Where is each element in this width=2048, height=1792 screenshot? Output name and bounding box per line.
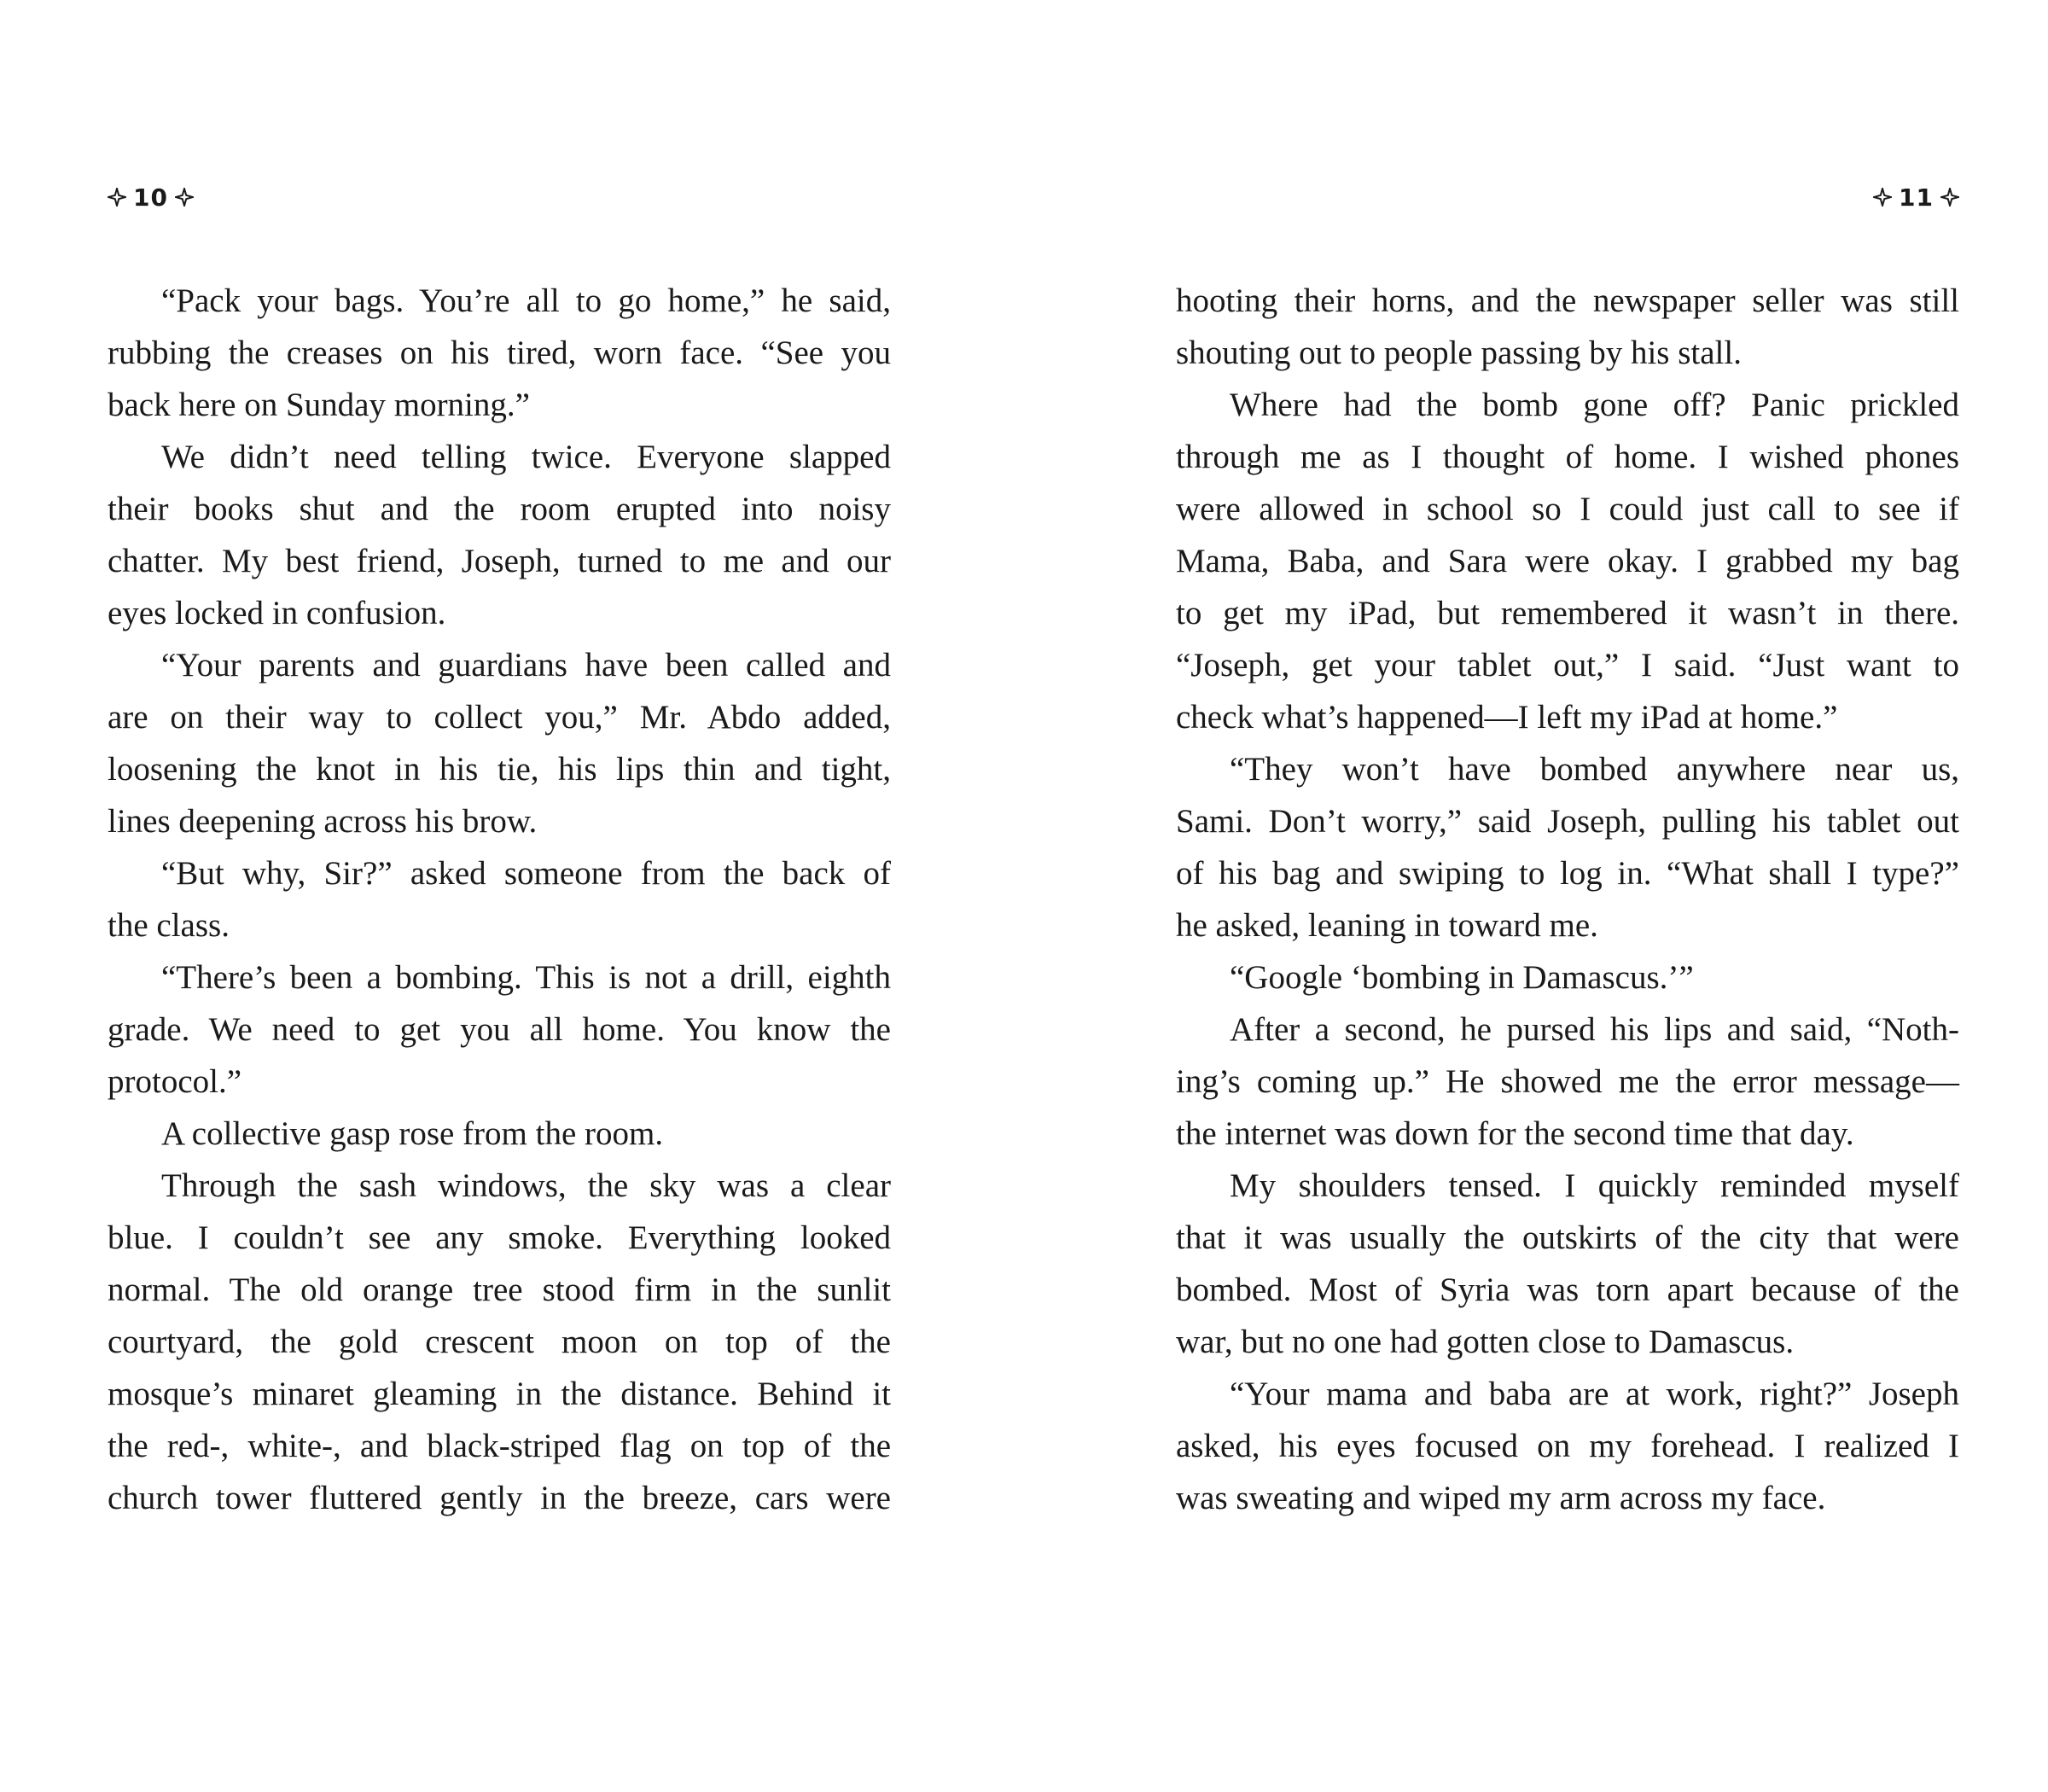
text-line: We didn’t need telling twice. Everyone slapped [161,439,891,475]
text-line: asked, his eyes focused on my forehead. I realized I [1176,1428,1959,1464]
text-line: After a second, he pursed his lips and said, “Noth- [1230,1011,1959,1048]
text-line: Through the sash windows, the sky was a clear [161,1167,891,1204]
text-line: chatter. My best friend, Joseph, turned to me and our [108,543,891,579]
text-line: that it was usually the outskirts of the city that were [1176,1219,1959,1256]
left-page [108,0,891,1792]
text-line: normal. The old orange tree stood firm in the sunlit [108,1271,891,1308]
four-point-star-icon [1940,188,1959,207]
text-line: the red-, white-, and black-striped flag on top of the [108,1428,891,1464]
four-point-star-icon [108,188,126,207]
text-line: blue. I couldn’t see any smoke. Everything looked [108,1219,891,1256]
text-line: their books shut and the room erupted into noisy [108,491,891,527]
four-point-star-icon [1873,188,1892,207]
page-number: 10 [133,183,168,212]
text-line: eyes locked in confusion. [108,595,446,631]
text-line: mosque’s minaret gleaming in the distance. Behind it [108,1376,891,1412]
text-line: ing’s coming up.” He showed me the error message— [1176,1063,1959,1100]
text-line: of his bag and swiping to log in. “What shall I type?” [1176,855,1959,892]
text-line: church tower fluttered gently in the breeze, cars were [108,1480,891,1516]
text-line: through me as I thought of home. I wished phones [1176,439,1959,475]
page-number-header [108,180,194,214]
text-line: the class. [108,907,230,944]
text-line: to get my iPad, but remembered it wasn’t in there. [1176,595,1959,631]
text-line: Sami. Don’t worry,” said Joseph, pulling his tablet out [1176,803,1959,840]
text-line: Mama, Baba, and Sara were okay. I grabbed my bag [1176,543,1959,579]
text-line: the internet was down for the second time that day. [1176,1115,1854,1152]
text-line: back here on Sunday morning.” [108,387,530,423]
text-line: “Joseph, get your tablet out,” I said. “Just want to [1176,647,1959,684]
text-line: courtyard, the gold crescent moon on top of the [108,1324,891,1360]
text-line: check what’s happened—I left my iPad at home.” [1176,699,1838,736]
text-line: “Your mama and baba are at work, right?” Joseph [1230,1376,1959,1412]
text-line: shouting out to people passing by his stall. [1176,335,1742,371]
page-body-text [1176,275,1959,1524]
text-line: was sweating and wiped my arm across my face. [1176,1480,1826,1516]
text-line: lines deepening across his brow. [108,803,538,840]
page-body-text [108,275,891,1524]
text-line: “Google ‘bombing in Damascus.’” [1230,959,1694,996]
text-line: “But why, Sir?” asked someone from the back of [161,855,891,892]
text-line: hooting their horns, and the newspaper seller was still [1176,282,1959,319]
text-line: Where had the bomb gone off? Panic prickled [1230,387,1959,423]
text-line: “Your parents and guardians have been called and [161,647,891,684]
text-line: protocol.” [108,1063,242,1100]
text-line: My shoulders tensed. I quickly reminded myself [1230,1167,1959,1204]
text-line: “Pack your bags. You’re all to go home,” he said, [161,282,891,319]
text-line: “There’s been a bombing. This is not a drill, eighth [161,959,891,996]
page-number: 11 [1899,183,1934,212]
page-number-header [1873,180,1959,214]
text-line: grade. We need to get you all home. You know the [108,1011,891,1048]
right-page [1176,0,1959,1792]
text-line: “They won’t have bombed anywhere near us, [1230,751,1959,788]
text-line: rubbing the creases on his tired, worn face. “See you [108,335,891,371]
four-point-star-icon [175,188,194,207]
text-line: were allowed in school so I could just call to see if [1176,491,1959,527]
text-line: war, but no one had gotten close to Damascus. [1176,1324,1795,1360]
text-line: bombed. Most of Syria was torn apart because of the [1176,1271,1959,1308]
text-line: loosening the knot in his tie, his lips thin and tight, [108,751,891,788]
text-line: he asked, leaning in toward me. [1176,907,1598,944]
text-line: are on their way to collect you,” Mr. Abdo added, [108,699,891,736]
text-line: A collective gasp rose from the room. [161,1115,664,1152]
